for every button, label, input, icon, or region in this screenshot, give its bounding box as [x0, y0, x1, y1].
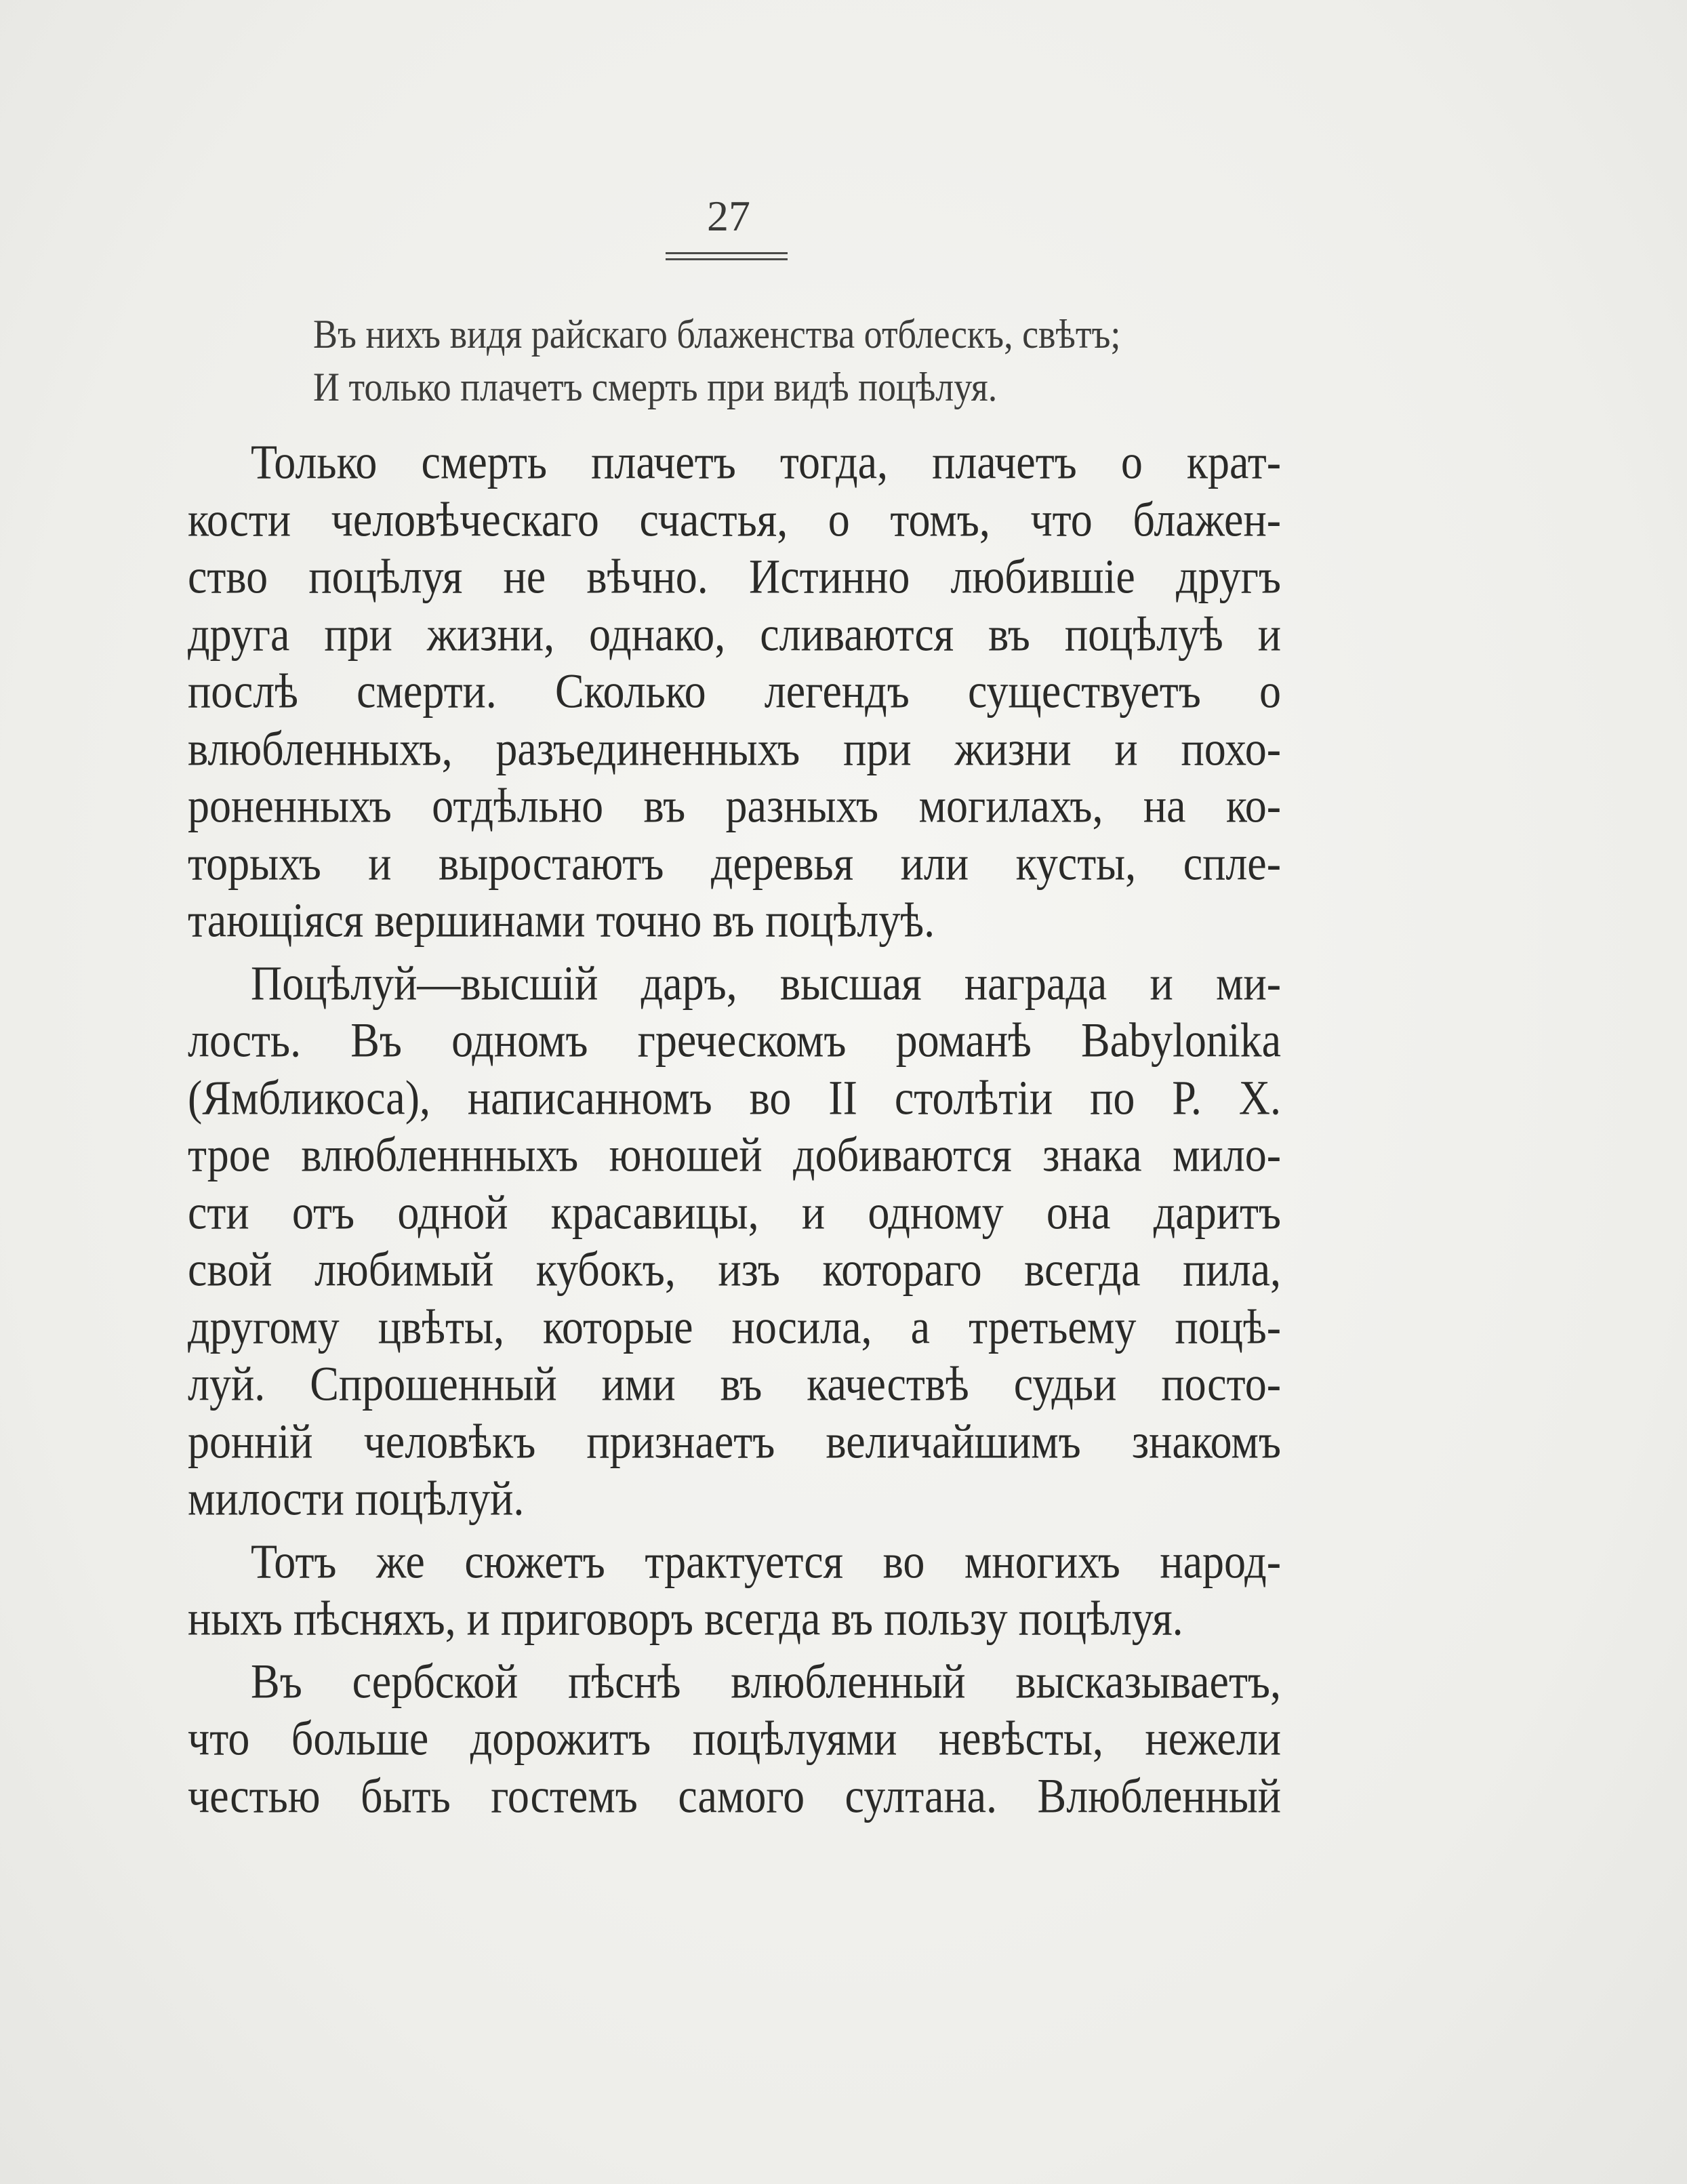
text-line: Тотъ же сюжетъ трактуется во многихъ народ-: [251, 1534, 1281, 1588]
text-line: послѣ смерти. Сколько легендъ существуетъ о: [188, 664, 1281, 719]
poem-line: Въ нихъ видя райскаго блаженства отблескъ, свѣтъ;: [313, 311, 1121, 357]
text-line: сти отъ одной красавицы, и одному она даритъ: [188, 1185, 1281, 1239]
text-line: ство поцѣлуя не вѣчно. Истинно любившіе другъ: [188, 549, 1281, 604]
text-line: милости поцѣлуй.: [188, 1471, 525, 1526]
text-line: роненныхъ отдѣльно въ разныхъ могилахъ, на ко-: [188, 778, 1281, 833]
header-rule: [666, 252, 788, 254]
text-line: Только смерть плачетъ тогда, плачетъ о крат-: [251, 434, 1281, 489]
header-rule: [666, 258, 788, 260]
text-line: что больше дорожитъ поцѣлуями невѣсты, нежели: [188, 1711, 1281, 1766]
text-line: (Ямбликоса), написанномъ во II столѣтіи по Р. Х.: [188, 1070, 1281, 1125]
text-line: другому цвѣты, которые носила, а третьему поцѣ-: [188, 1299, 1281, 1354]
text-line: луй. Спрошенный ими въ качествѣ судьи посто-: [188, 1356, 1281, 1411]
text-line: торыхъ и выростаютъ деревья или кусты, спле-: [188, 836, 1281, 890]
text-line: влюбленныхъ, разъединенныхъ при жизни и похо-: [188, 721, 1281, 775]
text-line: Поцѣлуй—высшій даръ, высшая награда и ми-: [251, 956, 1281, 1010]
text-line: тающіяся вершинами точно въ поцѣлуѣ.: [188, 893, 935, 948]
text-line: свой любимый кубокъ, изъ котораго всегда пила,: [188, 1242, 1281, 1297]
text-line: честью быть гостемъ самого султана. Влюбленный: [188, 1768, 1281, 1823]
text-line: ныхъ пѣсняхъ, и приговоръ всегда въ пользу поцѣлуя.: [188, 1591, 1183, 1646]
text-line: кости человѣческаго счастья, о томъ, что блажен-: [188, 492, 1281, 546]
text-line: друга при жизни, однако, сливаются въ поцѣлуѣ и: [188, 607, 1281, 661]
text-line: трое влюбленнныхъ юношей добиваются знака мило-: [188, 1127, 1281, 1182]
page-number: 27: [707, 192, 750, 240]
poem-line: И только плачетъ смерть при видѣ поцѣлуя.: [313, 364, 998, 410]
text-line: ронній человѣкъ признаетъ величайшимъ знакомъ: [188, 1414, 1281, 1468]
text-line: Въ сербской пѣснѣ влюбленный высказываетъ,: [251, 1654, 1281, 1708]
text-line: лость. Въ одномъ греческомъ романѣ Babylonika: [188, 1013, 1281, 1068]
